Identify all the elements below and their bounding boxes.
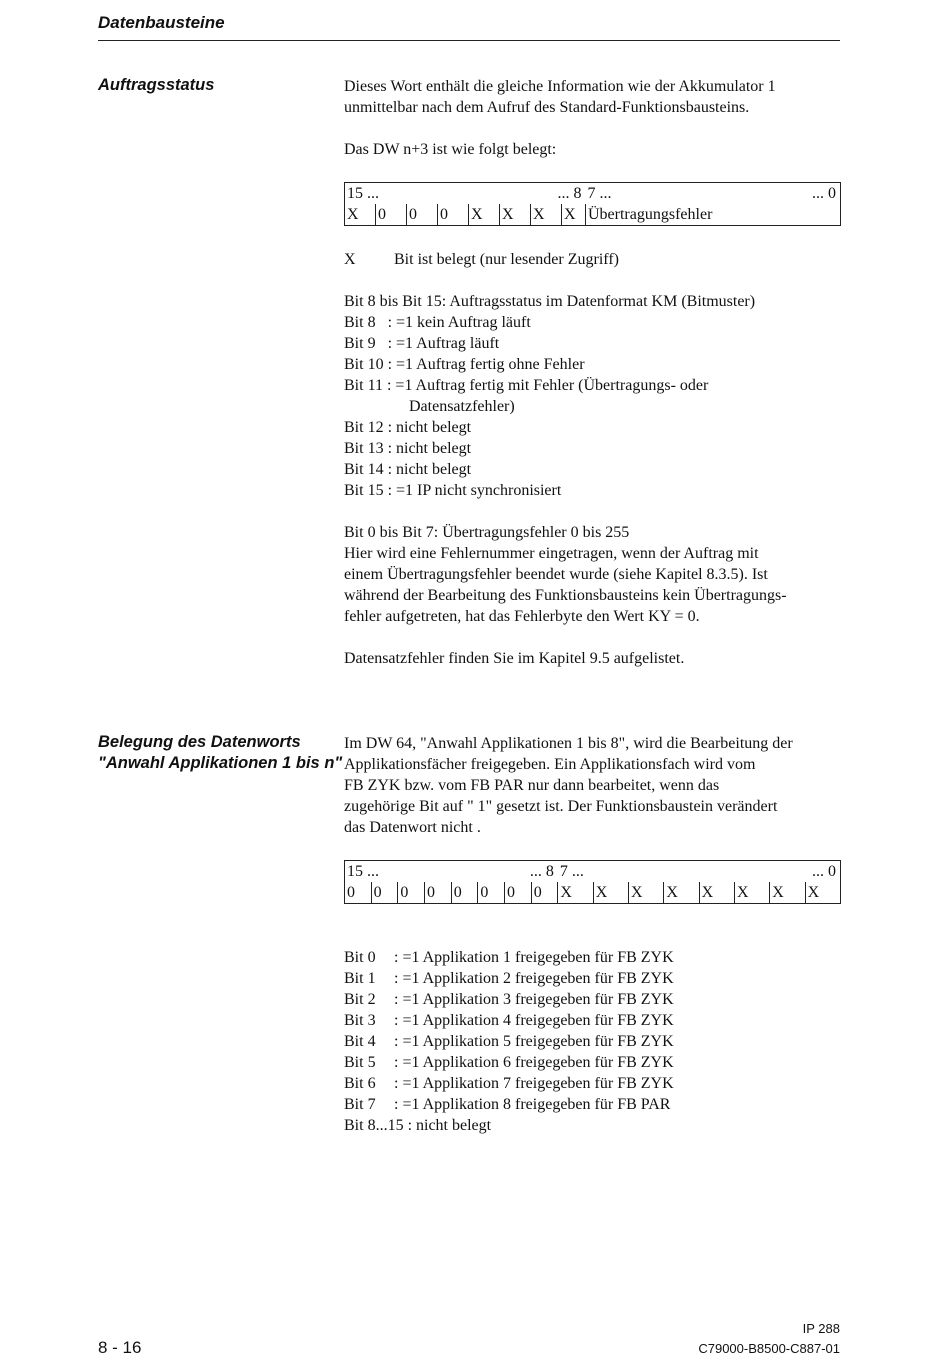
datensatz-line: Datensatzfehler finden Sie im Kapitel 9.5 aufgelistet. xyxy=(344,650,685,667)
page-header-title: Datenbausteine xyxy=(98,13,225,32)
bit-cell: 0 xyxy=(407,204,438,226)
bit-cell: X xyxy=(500,204,531,226)
bit-cell: 0 xyxy=(438,204,469,226)
list-item: Bit 9 : =1 Auftrag läuft xyxy=(344,335,500,352)
product-name: IP 288 xyxy=(802,1321,840,1336)
list-item: Bit 8 : =1 kein Auftrag läuft xyxy=(344,314,531,331)
bit-table-dw-n3 xyxy=(344,182,841,226)
paragraph-line: Applikationsfächer freigegeben. Ein Applikationsfach wird vom xyxy=(344,756,756,773)
paragraph-line: Bit 0 bis Bit 7: Übertragungsfehler 0 bis 255 xyxy=(344,524,630,541)
list-item: Bit 14 : nicht belegt xyxy=(344,461,472,478)
table-header-0: ... 0 xyxy=(699,861,840,883)
bit-cell: 0 xyxy=(425,882,452,904)
table-header-7: 7 ... xyxy=(587,185,612,202)
legend-text: Bit ist belegt (nur lesender Zugriff) xyxy=(394,251,619,268)
list-item: Datensatzfehler) xyxy=(409,398,515,415)
bit-cell: X xyxy=(805,882,840,904)
bit-table-dw64 xyxy=(344,860,841,904)
list-item xyxy=(344,1094,844,1115)
list-item: Bit 13 : nicht belegt xyxy=(344,440,472,457)
bit-cell: X xyxy=(558,882,593,904)
paragraph-line: während der Bearbeitung des Funktionsbausteins kein Übertragungs- xyxy=(344,587,787,604)
list-item xyxy=(344,1073,844,1094)
table-header-15: 15 ... xyxy=(345,861,452,883)
bit-text: : =1 Applikation 4 freigegeben für FB ZYK xyxy=(394,1012,674,1029)
bit-text: : =1 Applikation 1 freigegeben für FB ZYK xyxy=(394,949,674,966)
paragraph-line: einem Übertragungsfehler beendet wurde (siehe Kapitel 8.3.5). Ist xyxy=(344,566,768,583)
dw-line: Das DW n+3 ist wie folgt belegt: xyxy=(344,141,557,158)
table-header-15: 15 ... xyxy=(345,183,469,205)
section-heading-anwahl xyxy=(98,732,342,774)
paragraph-line: FB ZYK bzw. vom FB PAR nur dann bearbeitet, wenn das xyxy=(344,777,720,794)
list-item xyxy=(344,989,844,1010)
error-byte-paragraph xyxy=(344,522,844,627)
bit-tag: Bit 1 xyxy=(344,970,376,987)
list-item: Bit 10 : =1 Auftrag fertig ohne Fehler xyxy=(344,356,585,373)
bit-tag: Bit 0 xyxy=(344,949,376,966)
bit-cell: 0 xyxy=(398,882,425,904)
section-heading-auftragsstatus: Auftragsstatus xyxy=(98,76,215,94)
paragraph-line: fehler aufgetreten, hat das Fehlerbyte den Wert KY = 0. xyxy=(344,608,700,625)
bit-cell: X xyxy=(531,204,562,226)
table-header-0: ... 0 xyxy=(812,185,836,202)
intro-line: Dieses Wort enthält die gleiche Information wie der Akkumulator 1 xyxy=(344,78,776,95)
paragraph-line: Im DW 64, "Anwahl Applikationen 1 bis 8", wird die Bearbeitung der xyxy=(344,735,793,752)
bit-text: : =1 Applikation 6 freigegeben für FB ZYK xyxy=(394,1054,674,1071)
list-item: Bit 12 : nicht belegt xyxy=(344,419,472,436)
list-item xyxy=(344,968,844,989)
bit-cell: 0 xyxy=(451,882,478,904)
list-item: Bit 15 : =1 IP nicht synchronisiert xyxy=(344,482,562,499)
application-bits-list xyxy=(344,947,844,1136)
list-item xyxy=(344,1052,844,1073)
bit-cell: X xyxy=(593,882,628,904)
bit-tag: Bit 5 xyxy=(344,1054,376,1071)
table-header-7: 7 ... xyxy=(558,861,699,883)
section1-intro xyxy=(344,76,844,118)
bit-cell: X xyxy=(469,204,500,226)
bit-cell: X xyxy=(664,882,699,904)
table-header-8: ... 8 xyxy=(451,861,558,883)
list-item: Bit 11 : =1 Auftrag fertig mit Fehler (Übertragungs- oder xyxy=(344,377,709,394)
bit-cell: X xyxy=(629,882,664,904)
intro-line: unmittelbar nach dem Aufruf des Standard-Funktionsbausteins. xyxy=(344,99,750,116)
bit-text: : =1 Applikation 5 freigegeben für FB ZYK xyxy=(394,1033,674,1050)
legend xyxy=(344,249,844,270)
header-rule xyxy=(98,40,840,41)
bit-cell: 0 xyxy=(478,882,505,904)
legend-key: X xyxy=(344,251,356,268)
bit-cell: 0 xyxy=(505,882,532,904)
paragraph-line: zugehörige Bit auf " 1" gesetzt ist. Der Funktionsbaustein verändert xyxy=(344,798,778,815)
table-header-7-0 xyxy=(586,183,841,205)
paragraph-line: Hier wird eine Fehlernummer eingetragen, wenn der Auftrag mit xyxy=(344,545,759,562)
bit-text: : =1 Applikation 8 freigegeben für FB PAR xyxy=(394,1096,671,1113)
bit-tag: Bit 3 xyxy=(344,1012,376,1029)
bit-cell: 0 xyxy=(371,882,398,904)
bit-cell: X xyxy=(699,882,734,904)
bit-cell: X xyxy=(562,204,586,226)
list-item xyxy=(344,1031,844,1052)
bit-cell-error: Übertragungsfehler xyxy=(586,204,841,226)
list-item: Bit 8...15 : nicht belegt xyxy=(344,1117,492,1134)
bit-cell: X xyxy=(770,882,805,904)
table-header-8: ... 8 xyxy=(469,183,586,205)
section-heading-line: "Anwahl Applikationen 1 bis n" xyxy=(98,754,343,772)
bit-tag: Bit 2 xyxy=(344,991,376,1008)
list-item xyxy=(344,947,844,968)
bit-cell: 0 xyxy=(531,882,558,904)
bit-tag: Bit 4 xyxy=(344,1033,376,1050)
bit-tag: Bit 7 xyxy=(344,1096,376,1113)
bit-tag: Bit 6 xyxy=(344,1075,376,1092)
bit-text: : =1 Applikation 7 freigegeben für FB ZYK xyxy=(394,1075,674,1092)
status-bits-list xyxy=(344,291,844,501)
bit-cell: 0 xyxy=(376,204,407,226)
document-number: C79000-B8500-C887-01 xyxy=(698,1341,840,1356)
section2-intro xyxy=(344,733,844,838)
bit-cell: X xyxy=(734,882,769,904)
bit-cell: 0 xyxy=(345,882,372,904)
bit-cell: X xyxy=(345,204,376,226)
list-item: Bit 8 bis Bit 15: Auftragsstatus im Datenformat KM (Bitmuster) xyxy=(344,293,756,310)
bit-text: : =1 Applikation 2 freigegeben für FB ZYK xyxy=(394,970,674,987)
bit-text: : =1 Applikation 3 freigegeben für FB ZYK xyxy=(394,991,674,1008)
page-number: 8 - 16 xyxy=(98,1338,142,1357)
section-heading-line: Belegung des Datenworts xyxy=(98,733,301,751)
paragraph-line: das Datenwort nicht . xyxy=(344,819,481,836)
list-item xyxy=(344,1010,844,1031)
